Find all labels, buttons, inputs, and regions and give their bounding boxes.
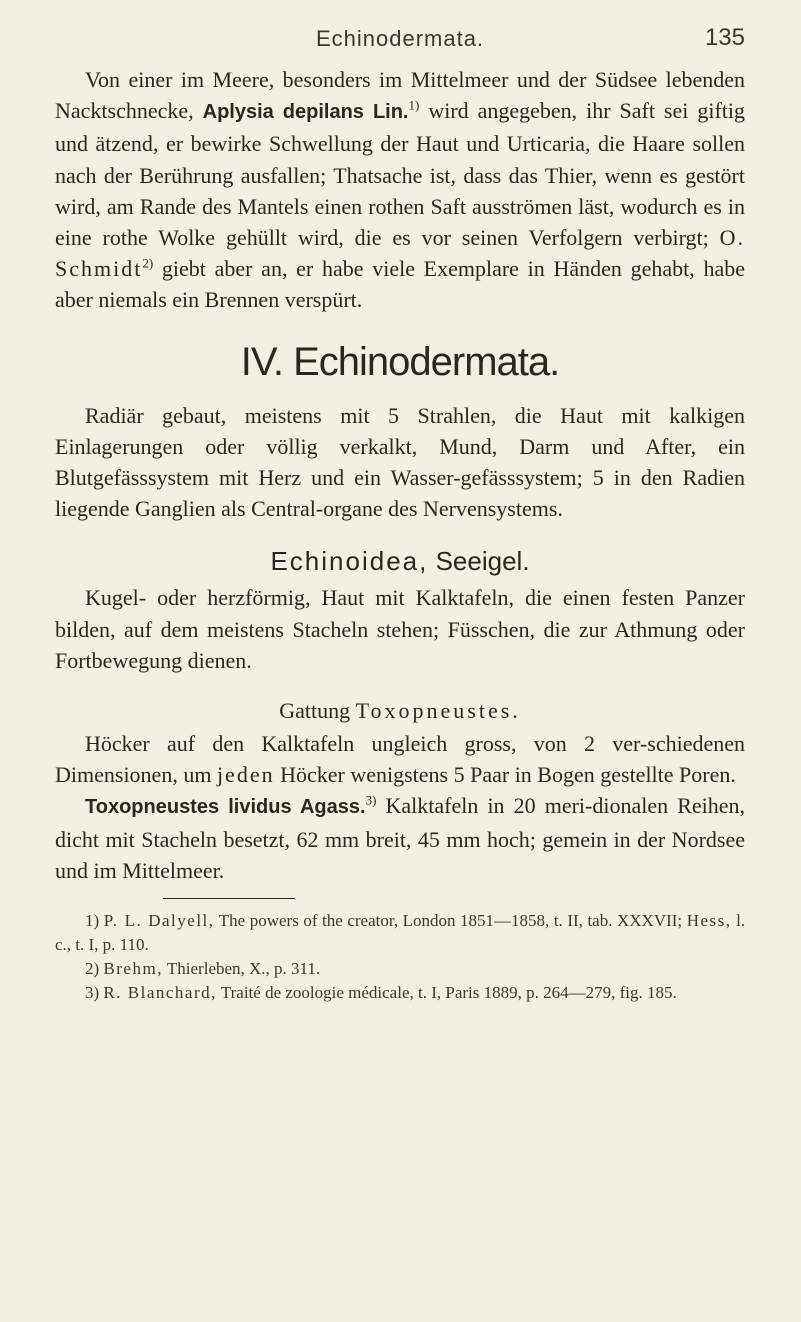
footnote-number: 3) xyxy=(85,983,100,1003)
class-heading xyxy=(55,544,745,578)
paragraph-toxopneustes xyxy=(55,728,745,790)
author-name: O. Schmidt xyxy=(55,225,746,282)
paragraph-text: giebt aber an, er habe viele Exemplare in Händen gehabt, habe aber niemals ein Brennen verspürt. xyxy=(55,256,746,313)
footnote xyxy=(55,981,745,1005)
footnote-ref: 1) xyxy=(408,97,420,113)
footnote-text: Thierleben, X., p. 311. xyxy=(166,959,321,979)
footnote-ref: 2) xyxy=(142,255,154,271)
footnote-divider xyxy=(163,898,295,899)
footnote-text: The powers of the creator, London 1851—1858, t. II, tab. XXXVII; xyxy=(218,911,683,931)
genus-heading xyxy=(55,696,745,726)
paragraph-text: wird angegeben, ihr Saft sei giftig und ätzend, er bewirke Schwellung der Haut und Urticaria, die Haare sollen nach der Berührung ausfallen; Thatsache ist, dass das Thier, wenn es gestört wird, am Rande des Mantels einen rothen Saft ausströmen läst, wodurch es in eine rothe Wolke gehüllt wird, die es vor seinen Verfolgern verbirgt; xyxy=(55,98,746,251)
footnote-author: P. L. Dalyell, xyxy=(103,911,215,931)
species-name: Toxopneustes lividus Agass. xyxy=(85,796,366,819)
paragraph-text: Von einer im Meere, besonders im Mittelmeer und der Südsee lebenden Nacktschnecke, xyxy=(55,67,745,124)
footnote-ref: 3) xyxy=(365,793,377,809)
species-name: Aplysia depilans Lin. xyxy=(202,101,409,124)
footnote-text: Traité de zoologie médicale, t. I, Paris 1889, p. 264—279, fig. 185. xyxy=(220,983,677,1003)
paragraph-text: Höcker auf den Kalktafeln ungleich gross, von 2 ver-schiedenen Dimensionen, um xyxy=(55,731,745,788)
genus-label: Gattung xyxy=(279,698,351,724)
class-common-name: Seeigel. xyxy=(435,546,530,577)
paragraph-text: Höcker wenigstens 5 Paar in Bogen gestellte Poren. xyxy=(280,762,736,788)
footnote-number: 2) xyxy=(85,959,100,979)
paragraph-aplysia xyxy=(55,64,745,316)
footnote-author: Hess, xyxy=(686,911,732,931)
running-title: Echinodermata. xyxy=(315,26,485,51)
page-number: 135 xyxy=(704,24,745,51)
footnote-author: Brehm, xyxy=(103,959,163,979)
paragraph-text: Kalktafeln in 20 meri-dionalen Reihen, dicht mit Stacheln besetzt, 62 mm breit, 45 mm hoch; gemein in der Nordsee und im Mittelmeer. xyxy=(55,793,746,883)
paragraph-echinoidea: Kugel- oder herzförmig, Haut mit Kalktafeln, die einen festen Panzer bilden, auf dem meistens Stacheln stehen; Füsschen, die zur Athmung oder Fortbewegung dienen. xyxy=(55,585,745,673)
footnote-number: 1) xyxy=(85,911,100,931)
footnote-text: l. c., t. I, p. 110. xyxy=(55,911,746,955)
footnote xyxy=(55,957,745,981)
emphasis: jeden xyxy=(216,762,275,788)
footnote xyxy=(55,909,745,957)
footnote-author: R. Blanchard, xyxy=(103,983,217,1003)
page-header xyxy=(55,22,745,64)
paragraph-species xyxy=(55,790,745,886)
section-heading: IV. Echinodermata. xyxy=(240,339,560,384)
book-page xyxy=(55,22,745,1005)
paragraph-echinodermata: Radiär gebaut, meistens mit 5 Strahlen, die Haut mit kalkigen Einlagerungen oder völlig verkalkt, Mund, Darm und After, ein Blutgefässsystem mit Herz und ein Wasser-gefässsystem; 5 in den Radien liegende Ganglien als Central-organe des Nervensystems. xyxy=(55,402,745,522)
class-name: Echinoidea, xyxy=(270,546,429,577)
genus-name: Toxopneustes. xyxy=(355,698,521,724)
